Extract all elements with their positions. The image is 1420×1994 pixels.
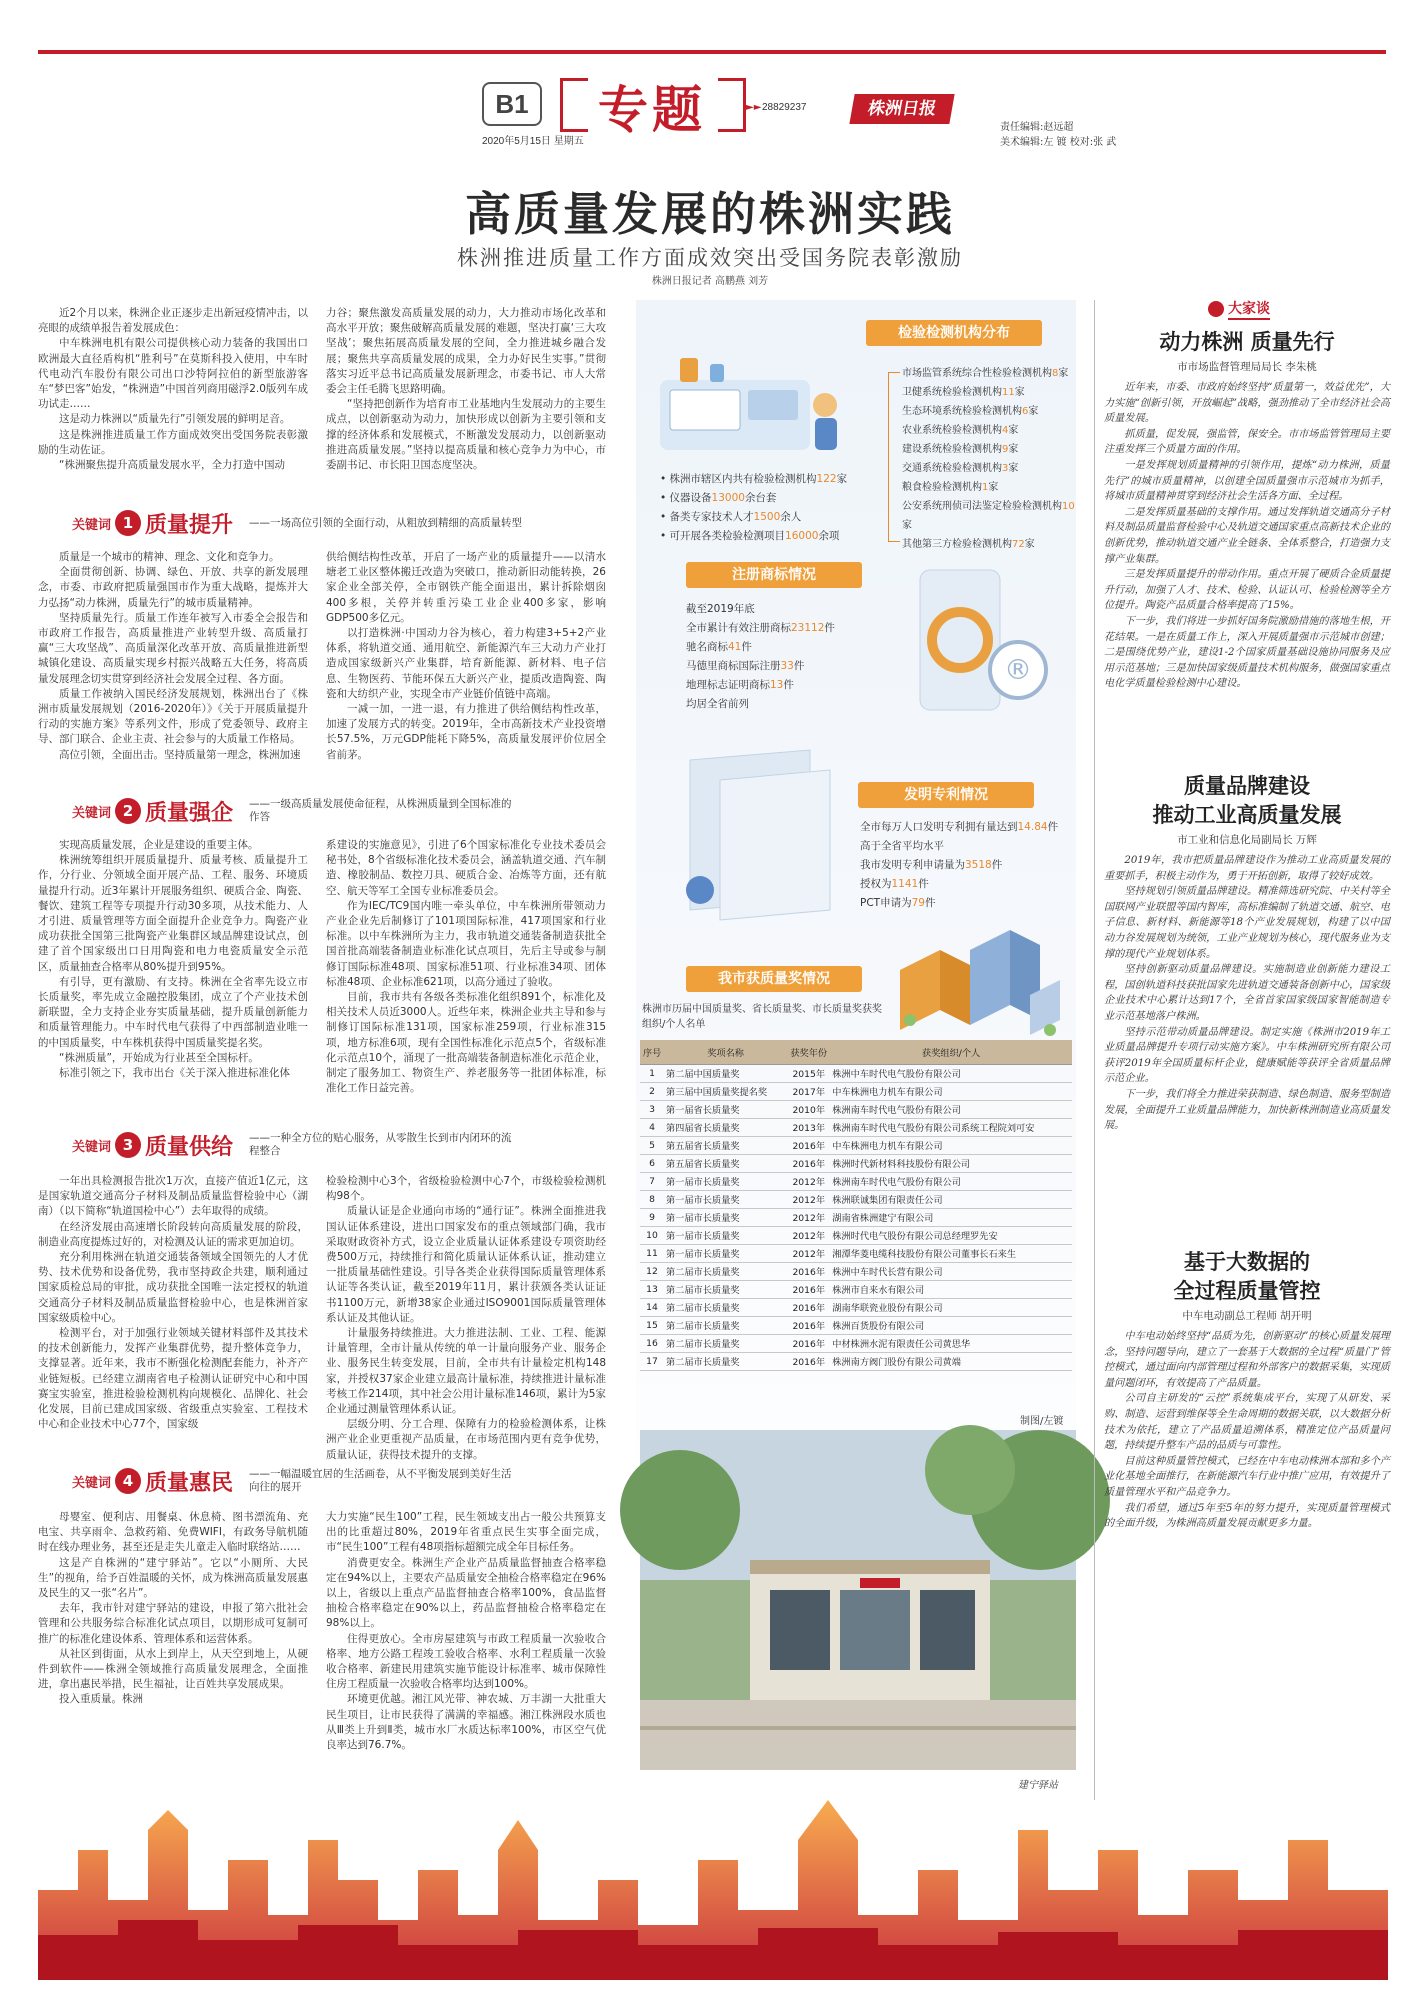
page-title: 高质量发展的株洲实践 bbox=[465, 187, 955, 241]
table-row bbox=[640, 1334, 1072, 1352]
trademark-item: 地理标志证明商标13件 bbox=[686, 679, 794, 691]
body-paragraph: 检测平台，对于加强行业领域关键材料部件及其技术的技术创新能力，发挥产业集群优势，提升整体竞争力，支撑显著。近年来，我市不断强化检测配套能力，补齐产业链短板。已经建立湖南省电子检测认证研究中心和中国赛宝实验室，推进检验检测机构向规模化、品牌化、社会化发展，目前已建成国家级、省级重点实验室、工程技术中心和企业技术中心77个，国家级 bbox=[38, 1327, 308, 1431]
table-cell: 第五届省长质量奖 bbox=[664, 1154, 787, 1172]
keyword-title: 质量强企 bbox=[145, 800, 234, 826]
trademark-title: 注册商标情况 bbox=[686, 562, 862, 588]
body-paragraph: 消费更安全。株洲生产企业产品质量监督抽查合格率稳定在94%以上，主要农产品质量安全抽检合格率稳定在96%以上，省级以上重点产品监督抽查合格率100%，食品监督抽检合格率稳定在90%以上，药品监督抽检合格率稳定在98%以上。 bbox=[326, 1556, 606, 1630]
table-cell: 2016年 bbox=[787, 1334, 830, 1352]
article-paragraph: 下一步，我们将进一步抓好国务院激励措施的落地生根，开花结果。一是在质量工作上，深入开展质量强市示范城市创建；二是围绕优势产业，建设1-2个国家质量基础设施协同服务及应用示范基地；三是加快国家级质量技术机构服务，做强国家重点电化学质量检验检测中心建设。 bbox=[1104, 615, 1390, 690]
table-cell: 中材株洲水泥有限责任公司黄思华 bbox=[830, 1334, 1072, 1352]
lead-col-1 bbox=[38, 306, 308, 496]
station-photo bbox=[640, 1430, 1076, 1770]
body-paragraph: 投入重质量。株洲 bbox=[59, 1693, 143, 1706]
table-cell: 2012年 bbox=[787, 1190, 830, 1208]
keyword-label: 关键词 bbox=[72, 1139, 112, 1155]
column-header: 奖项名称 bbox=[664, 1040, 787, 1064]
sidebar-article-2 bbox=[1104, 772, 1390, 1229]
body-paragraph: 供给侧结构性改革，开启了一场产业的质量提升——以清水塘老工业区整体搬迁改造为突破口，推动新旧动能转换，26家企业全部关停，全市钢铁产能全面退出，累计拆除烟囱400多根，关停并转重污染工业企业400多家，影响GDP500多亿元。 bbox=[326, 551, 606, 624]
table-cell: 第一届市长质量奖 bbox=[664, 1244, 787, 1262]
body-paragraph: 实现高质量发展，企业是建设的重要主体。 bbox=[59, 839, 259, 851]
inspection-bracket bbox=[888, 372, 900, 542]
table-row bbox=[640, 1172, 1072, 1190]
lead-paragraph: 这是动力株洲以“质量先行”引领发展的鲜明足音。 bbox=[59, 413, 291, 426]
table-cell: 2012年 bbox=[787, 1172, 830, 1190]
inspection-breakdown-item: 其他第三方检验检测机构72家 bbox=[902, 539, 1035, 550]
sidebar-article-1 bbox=[1104, 328, 1390, 774]
section-3-col-2 bbox=[326, 1174, 606, 1464]
table-cell: 2013年 bbox=[787, 1118, 830, 1136]
table-row bbox=[640, 1298, 1072, 1316]
body-paragraph: 全面贯彻创新、协调、绿色、开放、共享的新发展理念，市委、市政府把质量强国市作为重大战略，提炼并大力弘扬“动力株洲，质量先行”的城市质量精神。 bbox=[38, 566, 308, 609]
photo-caption: 建宁驿站 bbox=[1018, 1780, 1058, 1791]
newspaper-logo: 株洲日报 bbox=[849, 94, 954, 124]
trademark-list bbox=[686, 600, 916, 714]
body-paragraph: 标准引领之下，我市出台《关于深入推进标准化体 bbox=[59, 1067, 290, 1080]
article-body bbox=[1104, 380, 1390, 774]
section-3-col-1 bbox=[38, 1174, 308, 1464]
inspection-summary-item: • 备类专家技术人才1500余人 bbox=[660, 511, 802, 523]
table-cell: 第一届市长质量奖 bbox=[664, 1190, 787, 1208]
article-author: 市市场监督管理局局长 李朱桃 bbox=[1177, 361, 1317, 373]
issue-date: 2020年5月15日 星期五 bbox=[482, 136, 584, 147]
trademark-item: 全市累计有效注册商标23112件 bbox=[686, 622, 835, 634]
trademark-illustration bbox=[900, 560, 1070, 730]
body-paragraph: 这是产自株洲的“建宁驿站”。它以“小厕所、大民生”的视角，给予百姓温暖的关怀，成为株洲高质量发展惠及民生的又一张“名片”。 bbox=[38, 1556, 308, 1600]
inspection-breakdown-item: 生态环境系统检验检测机构6家 bbox=[902, 406, 1039, 417]
body-paragraph: 质量是一个城市的精神、理念、文化和竞争力。 bbox=[59, 551, 280, 563]
keyword-header-quality-supply bbox=[72, 1130, 612, 1160]
article-author: 中车电动副总工程师 胡开明 bbox=[1182, 1310, 1312, 1322]
table-row bbox=[640, 1316, 1072, 1334]
svg-text:®: ® bbox=[1004, 653, 1032, 686]
keyword-number-badge: 2 bbox=[115, 798, 141, 824]
table-cell: 2016年 bbox=[787, 1316, 830, 1334]
keyword-description: ——一级高质量发展使命征程，从株洲质量到全国标准的作答 bbox=[249, 798, 512, 823]
lead-col-2 bbox=[326, 306, 606, 496]
body-paragraph: 在经济发展由高速增长阶段转向高质量发展的阶段，制造业高度提炼过好的，对检测及认证的需求更加迫切。 bbox=[38, 1220, 308, 1248]
table-cell: 湖南华联瓷业股份有限公司 bbox=[830, 1298, 1072, 1316]
table-cell: 6 bbox=[640, 1154, 664, 1172]
table-cell: 7 bbox=[640, 1172, 664, 1190]
body-paragraph: 充分利用株洲在轨道交通装备领域全国领先的人才优势、技术优势和设备优势，我市坚持政企共建，顺利通过国家质检总局的审批，成功获批全国唯一法定授权的轨道交通高分子材料及制品质量监督检验中心，也是株洲首家国家级质检中心。 bbox=[38, 1251, 308, 1324]
keyword-label: 关键词 bbox=[72, 805, 112, 821]
table-cell: 2016年 bbox=[787, 1136, 830, 1154]
section-2-col-2 bbox=[326, 838, 606, 1128]
lead-paragraph: 中车株洲电机有限公司提供核心动力装备的我国出口欧洲最大直径盾构机“胜利号”在莫斯科投入使用，中车时代电动汽车股份有限公司出口沙特阿拉伯的新型旅游客车“梦巴客”始发，“株洲造”中国首列商用磁浮2.0版列车成功试走…… bbox=[38, 337, 308, 411]
body-paragraph: 从社区到街面，从水上到岸上，从天空到地上，从硬件到软件——株洲全领域推行高质量发展理念，全面推进，拿出惠民举措，民生福祉，让百姓共享发展成果。 bbox=[38, 1647, 308, 1691]
table-cell: 第二届市长质量奖 bbox=[664, 1352, 787, 1370]
body-paragraph: 坚持质量先行。质量工作连年被写入市委全会报告和市政府工作报告，高质量推进产业转型升级、高质量打赢“三大攻坚战”、高质量深化改革开放、高质量推进新型城镇化建设、高质量实现乡村振兴战略五大任务，将高质量发展理念切实贯穿到经济社会发展全过程、各方面。 bbox=[38, 611, 308, 685]
section-phone: 28829237 bbox=[762, 102, 807, 113]
editor-line: 责任编辑:赵远超 bbox=[1000, 122, 1074, 133]
keyword-header-quality-enterprise bbox=[72, 796, 612, 826]
table-cell: 第二届市长质量奖 bbox=[664, 1316, 787, 1334]
page-subtitle: 株洲推进质量工作方面成效突出受国务院表彰激励 bbox=[457, 246, 963, 270]
column-header: 序号 bbox=[640, 1040, 664, 1064]
trademark-item: 均居全省前列 bbox=[686, 698, 749, 710]
patent-title: 发明专利情况 bbox=[858, 782, 1034, 808]
inspection-breakdown bbox=[902, 364, 1078, 554]
article-paragraph: 三是发挥质量提升的带动作用。重点开展了硬质合金质量提升行动，加强了人才、技术、检验、认证认可、检验检测等全方位提升。陶瓷产品质量合格率提高了15%。 bbox=[1104, 569, 1390, 612]
body-paragraph: 住得更放心。全市房屋建筑与市政工程质量一次验收合格率、地方公路工程竣工验收合格率、水利工程质量一次验收合格率、新建民用建筑实施节能设计标准率、城市保障性住房工程质量一次验收合格率均达到100%。 bbox=[326, 1632, 606, 1691]
body-paragraph: “株洲质量”，开始成为行业甚至全国标杆。 bbox=[59, 1051, 259, 1064]
keyword-title: 质量惠民 bbox=[145, 1470, 234, 1496]
body-paragraph: 有引导，更有激励、有支持。株洲在全省率先设立市长质量奖，率先成立金融控股集团，成立了个产业技术创新联盟，全力支持企业夯实质量基础，提升质量创新能力和质量管理能力。中车时代电气获得了中西部制造业唯一的中国质量奖，中车株机获得中国质量奖提名奖。 bbox=[38, 975, 308, 1049]
lead-paragraph: 力谷；聚焦激发高质量发展的动力，大力推动市场化改革和高水平开放；聚焦破解高质量发展的难题，坚决打赢‘三大攻坚战’；聚焦拓展高质量发展的空间，全力推进城乡融合发展；聚焦共享高质量发展的成果，全力办好民生实事。”贯彻落实习近平总书记高质量发展新理念，市委书记、市人大常委会主任毛腾飞思路明确。 bbox=[326, 307, 606, 396]
table-cell: 1 bbox=[640, 1064, 664, 1082]
lead-paragraph: “株洲聚焦提升高质量发展水平，全力打造中国动 bbox=[59, 459, 285, 472]
article-title: 动力株洲 质量先行 bbox=[1159, 330, 1335, 354]
section-4-col-2 bbox=[326, 1510, 606, 1752]
table-cell: 9 bbox=[640, 1208, 664, 1226]
table-cell: 株洲市自来水有限公司 bbox=[830, 1280, 1072, 1298]
patent-list bbox=[860, 818, 1080, 913]
lead-paragraph: 这是株洲推进质量工作方面成效突出受国务院表彰激励的生动佐证。 bbox=[38, 428, 308, 456]
awards-table-header bbox=[640, 1040, 1072, 1064]
table-cell: 2016年 bbox=[787, 1262, 830, 1280]
section-title-bracket bbox=[560, 78, 588, 132]
table-row bbox=[640, 1208, 1072, 1226]
article-author: 市工业和信息化局副局长 万辉 bbox=[1177, 834, 1317, 846]
keyword-label: 关键词 bbox=[72, 1475, 112, 1491]
table-cell: 16 bbox=[640, 1334, 664, 1352]
table-row bbox=[640, 1064, 1072, 1082]
table-row bbox=[640, 1082, 1072, 1100]
keyword-number-badge: 1 bbox=[115, 510, 141, 536]
table-cell: 第一届市长质量奖 bbox=[664, 1226, 787, 1244]
table-cell: 5 bbox=[640, 1136, 664, 1154]
keyword-description: ——一场高位引领的全面行动，从粗放到精细的高质量转型 bbox=[249, 516, 523, 529]
table-cell: 11 bbox=[640, 1244, 664, 1262]
keyword-title: 质量供给 bbox=[145, 1134, 234, 1160]
awards-table-wrapper bbox=[640, 1040, 1072, 1371]
table-row bbox=[640, 1100, 1072, 1118]
column-header: 获奖年份 bbox=[787, 1040, 830, 1064]
body-paragraph: 目前，我市共有各级各类标准化组织891个，标准化及相关技术人员近3000人。近些年来，株洲企业共主导和参与制修订国际标准131项，国家标准259项，行业标准315项，地方标准6项，现有全国性标准化示范点5个，省级标准化示范点10个，涌现了一批高端装备制造标准化示范企业，制定了服务加工、物资生产、养老服务等一批团体标准，标准化工作日益完善。 bbox=[326, 991, 606, 1095]
inspection-breakdown-item: 市场监管系统综合性检验检测机构8家 bbox=[902, 368, 1069, 379]
table-row bbox=[640, 1262, 1072, 1280]
article-body bbox=[1104, 853, 1390, 1229]
byline: 株洲日报记者 高鹏燕 刘芳 bbox=[651, 276, 769, 287]
chart-credit: 制图/左镀 bbox=[1020, 1416, 1064, 1427]
inspection-summary-item: • 仪器设备13000余台套 bbox=[660, 492, 777, 504]
article-paragraph: 坚持示范带动质量品牌建设。制定实施《株洲市2019年工业质量品牌提升专项行动实施方案》。中车株洲研究所有限公司获评2019年全国质量标杆企业，健康赋能等获评全省质量品牌示范企业。 bbox=[1104, 1026, 1390, 1085]
inspection-breakdown-item: 卫健系统检验检测机构11家 bbox=[902, 387, 1025, 398]
table-cell: 湘潭华菱电缆科技股份有限公司董事长石来生 bbox=[830, 1244, 1072, 1262]
badge-label: 大家谈 bbox=[1228, 298, 1270, 320]
body-paragraph: 高位引领，全面出击。坚持质量第一理念，株洲加速 bbox=[59, 748, 301, 761]
body-paragraph: 作为IEC/TC9国内唯一牵头单位，中车株洲所带领动力产业企业先后制修订了101项国际标准，417项国家和行业标准。以中车株洲所为主力，我市轨道交通装备制造获批全国首批高端装备制造业标准化试点项目，先后主导或参与制修订国际标准48项、国家标准51项、行业标准34项、团体标准48项、企业标准621项，以高分通过了验收。 bbox=[326, 899, 606, 988]
article-paragraph: 坚持创新驱动质量品牌建设。实施制造业创新能力建设工程，国创轨道科技获批国家先进轨道交通装备创新中心，国家级企业技术中心累计达到17个，全省首家国家级国家智能制造专业示范基地落户株洲。 bbox=[1104, 964, 1390, 1022]
table-cell: 3 bbox=[640, 1100, 664, 1118]
patent-illustration bbox=[660, 740, 860, 930]
table-cell: 2012年 bbox=[787, 1208, 830, 1226]
lab-illustration bbox=[650, 350, 870, 460]
keyword-number-badge: 4 bbox=[115, 1468, 141, 1494]
table-cell: 株洲中车时代电气股份有限公司 bbox=[830, 1064, 1072, 1082]
table-cell: 2012年 bbox=[787, 1244, 830, 1262]
table-cell: 第二届市长质量奖 bbox=[664, 1298, 787, 1316]
lead-paragraph: “坚持把创新作为培育市工业基地内生发展动力的主要生成点，以创新驱动为动力，加快形成以创新为主要引领和支撑的经济体系和发展模式，不断激发发展动力，以创新驱动推进高质量发展。”坚持以提高质量和核心竞争力为中心，市委副书记、市长阳卫国态度坚决。 bbox=[326, 398, 606, 472]
table-cell: 2010年 bbox=[787, 1100, 830, 1118]
body-paragraph: 以打造株洲·中国动力谷为核心，着力构建3+5+2产业体系，将轨道交通、通用航空、新能源汽车三大动力产业打造成国家级新兴产业集群，培育新能源、新材料、电子信息、生物医药、节能环保五大新兴产业，提质改造陶瓷、陶瓷和大纺织产业，实现全市产业链价值链中高端。 bbox=[326, 627, 606, 700]
table-cell: 14 bbox=[640, 1298, 664, 1316]
table-cell: 15 bbox=[640, 1316, 664, 1334]
table-cell: 2016年 bbox=[787, 1154, 830, 1172]
article-paragraph: 近年来，市委、市政府始终坚持“质量第一，效益优先”，大力实施“创新引领，开放崛起”战略，强劲推动了全市经济社会高质量发展。 bbox=[1104, 382, 1390, 425]
sidebar-article-3 bbox=[1104, 1248, 1390, 1749]
body-paragraph: 层级分明、分工合理、保障有力的检验检测体系，让株洲产业企业更重视产品质量，在市场范围内更有竞争优势，质量认证，获得技术提升的支撑。 bbox=[326, 1418, 606, 1461]
table-row bbox=[640, 1190, 1072, 1208]
table-cell: 第二届中国质量奖 bbox=[664, 1064, 787, 1082]
table-cell: 中车株洲电力机车有限公司 bbox=[830, 1136, 1072, 1154]
editor-line: 美术编辑:左 镀 校对:张 武 bbox=[1000, 137, 1117, 148]
table-cell: 2016年 bbox=[787, 1352, 830, 1370]
patent-item: 我市发明专利申请量为3518件 bbox=[860, 859, 1003, 871]
table-cell: 第一届市长质量奖 bbox=[664, 1208, 787, 1226]
body-paragraph: 环境更优越。湘江风光带、神农城、万丰湖一大批重大民生项目，让市民获得了满满的幸福感。湘江株洲段水质也从Ⅲ类上升到Ⅱ类，城市水厂水质达标率100%，市区空气优良率达到76.7%。 bbox=[326, 1693, 606, 1752]
table-cell: 株洲联诚集团有限责任公司 bbox=[830, 1190, 1072, 1208]
table-cell: 第二届市长质量奖 bbox=[664, 1262, 787, 1280]
body-paragraph: 去年，我市针对建宁驿站的建设，申报了第六批社会管理和公共服务综合标准化试点项目，以期形成可复制可推广的标准化建设体系、管理体系和运营体系。 bbox=[38, 1602, 308, 1645]
article-paragraph: 一是发挥规划质量精神的引领作用，提炼“动力株洲，质量先行”的城市质量精神，以创建全国质量强市示范城市为抓手，将城市质量精神贯穿到经济社会生活各方面、全过程。 bbox=[1104, 459, 1390, 503]
table-cell: 2017年 bbox=[787, 1082, 830, 1100]
body-paragraph: 株洲统筹组织开展质量提升、质量考核、质量提升工作，分行业、分领域全面开展产品、工程、服务、环境质量提升行动。近3年累计开展服务组织、硬质合金、陶瓷、餐饮、建筑工程等专项提升行动30多项，从技术能力、人才引进、质量管理等方面全面提升企业竞争力。陶瓷产业成功获批全国第三批陶瓷产业集群区域品牌建设试点，创建了首个国家级出口日用陶瓷和电力电瓷质量安全示范区，质量抽查合格率从80%提升到95%。 bbox=[38, 854, 308, 973]
section-title: 专题 bbox=[598, 81, 706, 139]
badge-dot-icon bbox=[1208, 301, 1224, 317]
article-title: 质量品牌建设 bbox=[1184, 774, 1310, 798]
article-paragraph: 我们希望，通过5年至5年的努力提升，实现质量管理模式的全面升级，为株洲高质量发展贡献更多力量。 bbox=[1104, 1502, 1390, 1530]
table-cell: 第四届省长质量奖 bbox=[664, 1118, 787, 1136]
body-paragraph: 计量服务持续推进。大力推进法制、工业、工程、能源计量管理，全市计量从传统的单一计量向服务产业、服务企业、服务民生转变发展，目前，全市共有计量检定机构148家，并授权37家企业建立最高计量标准，持续推进计量标准考核工作214项，其中社会公用计量标准146项，累计为5家企业通过测量管理体系认证。 bbox=[326, 1327, 606, 1416]
article-title: 基于大数据的 bbox=[1184, 1250, 1310, 1274]
keyword-description: ——一幅温暖宜居的生活画卷，从不平衡发展到美好生活向往的展开 bbox=[249, 1468, 512, 1493]
table-cell: 株洲时代新材料科技股份有限公司 bbox=[830, 1154, 1072, 1172]
table-row bbox=[640, 1154, 1072, 1172]
table-cell: 2015年 bbox=[787, 1064, 830, 1082]
trademark-item: 驰名商标41件 bbox=[686, 641, 752, 653]
article-paragraph: 2019年，我市把质量品牌建设作为推动工业高质量发展的重要抓手，积极主动作为，勇于开拓创新，取得了较好成效。 bbox=[1104, 855, 1390, 882]
section-number: B1 bbox=[482, 82, 542, 126]
article-paragraph: 抓质量，促发展，强监管，保安全。市市场监管管理局主要注重发挥三个质量方面的作用。 bbox=[1104, 428, 1390, 456]
table-cell: 株洲百货股份有限公司 bbox=[830, 1316, 1072, 1334]
inspection-breakdown-item: 交通系统检验检测机构3家 bbox=[902, 463, 1019, 474]
table-cell: 第五届省长质量奖 bbox=[664, 1136, 787, 1154]
table-cell: 2016年 bbox=[787, 1280, 830, 1298]
table-cell: 2 bbox=[640, 1082, 664, 1100]
section-1-col-2 bbox=[326, 550, 606, 790]
inspection-summary-item: • 株洲市辖区内共有检验检测机构122家 bbox=[660, 473, 848, 485]
table-cell: 2012年 bbox=[787, 1226, 830, 1244]
keyword-header-quality-improvement bbox=[72, 508, 612, 538]
trademark-item: 截至2019年底 bbox=[686, 603, 755, 615]
table-cell: 8 bbox=[640, 1190, 664, 1208]
table-cell: 2016年 bbox=[787, 1298, 830, 1316]
table-cell: 第一届市长质量奖 bbox=[664, 1172, 787, 1190]
article-body bbox=[1104, 1329, 1390, 1749]
article-paragraph: 中车电动始终坚持“品质为先，创新驱动”的核心质量发展理念，坚持问题导向，建立了一套基于大数据的全过程“质量门”管控模式，通过面向内部管理过程和外部客户的数据采集，实现质量问题闭环，有效提高了产品质量。 bbox=[1104, 1331, 1390, 1389]
body-paragraph: 检验检测中心3个，省级检验检测中心7个，市级检验检测机构98个。 bbox=[326, 1175, 606, 1203]
sidebar-divider bbox=[1094, 300, 1095, 1800]
table-row bbox=[640, 1244, 1072, 1262]
body-paragraph: 一减一加，一进一退，有力推进了供给侧结构性改革，加速了发展方式的转变。2019年，全市高新技术产业投资增长57.5%，万元GDP能耗下降5%，高质量发展评价位居全省前茅。 bbox=[326, 703, 606, 761]
table-cell: 第三届中国质量奖提名奖 bbox=[664, 1082, 787, 1100]
lead-paragraph: 近2个月以来，株洲企业正逐步走出新冠疫情冲击，以亮眼的成绩单报告着发展成色： bbox=[38, 307, 308, 335]
body-paragraph: 母婴室、便利店、用餐桌、休息椅、图书漂流角、充电宝、共享雨伞、急救药箱、免费WIFI，有政务导航机随时在线办理业务，甚至还是走失儿童走入临时联络站…… bbox=[38, 1511, 308, 1554]
trademark-item: 马德里商标国际注册33件 bbox=[686, 660, 805, 672]
patent-item: 高于全省平均水平 bbox=[860, 840, 944, 852]
awards-table bbox=[640, 1040, 1072, 1371]
inspection-summary-item: • 可开展各类检验检测项目16000余项 bbox=[660, 530, 840, 542]
column-header: 获奖组织/个人 bbox=[830, 1040, 1072, 1064]
keyword-number-badge: 3 bbox=[115, 1132, 141, 1158]
awards-note: 株洲市历届中国质量奖、省长质量奖、市长质量奖获奖组织/个人名单 bbox=[642, 1004, 882, 1030]
section-4-col-1 bbox=[38, 1510, 308, 1710]
editors bbox=[1000, 120, 1116, 150]
keyword-header-quality-benefit bbox=[72, 1466, 612, 1496]
table-cell: 第二届市长质量奖 bbox=[664, 1334, 787, 1352]
table-cell: 第一届省长质量奖 bbox=[664, 1100, 787, 1118]
table-cell: 4 bbox=[640, 1118, 664, 1136]
body-paragraph: 质量工作被纳入国民经济发展规划，株洲出台了《株洲市质量发展规划（2016-2020年）》《关于开展质量提升行动的实施方案》等系列文件，形成了党委领导、政府主导、部门联合、企业主责、社会参与的大质量工作格局。 bbox=[38, 687, 308, 746]
city-buildings-illustration bbox=[880, 910, 1076, 1040]
inspection-breakdown-item: 农业系统检验检测机构4家 bbox=[902, 425, 1019, 436]
table-cell: 株洲南车时代电气股份有限公司 bbox=[830, 1172, 1072, 1190]
city-skyline-footer bbox=[38, 1740, 1388, 1980]
table-row bbox=[640, 1118, 1072, 1136]
keyword-label: 关键词 bbox=[72, 517, 112, 533]
article-title: 全过程质量管控 bbox=[1173, 1279, 1321, 1303]
table-row bbox=[640, 1352, 1072, 1370]
section-2-col-1 bbox=[38, 838, 308, 1128]
inspection-breakdown-item: 建设系统检验检测机构9家 bbox=[902, 444, 1019, 455]
patent-item: PCT申请为79件 bbox=[860, 897, 936, 909]
table-cell: 株洲时代电气股份有限公司总经理罗先安 bbox=[830, 1226, 1072, 1244]
article-title: 推动工业高质量发展 bbox=[1152, 803, 1342, 827]
keyword-title: 质量提升 bbox=[145, 512, 234, 538]
table-row bbox=[640, 1136, 1072, 1154]
awards-title: 我市获质量奖情况 bbox=[686, 966, 862, 992]
body-paragraph: 大力实施“民生100”工程，民生领域支出占一般公共预算支出的比重超过80%，2019年省重点民生实事全面完成，市“民生100”工程有48项指标超额完成全年目标任务。 bbox=[326, 1511, 606, 1554]
inspection-breakdown-item: 公安系统刑侦司法鉴定检验检测机构10家 bbox=[902, 501, 1075, 531]
body-paragraph: 一年出具检测报告批次1万次，直接产值近1亿元，这是国家轨道交通高分子材料及制品质量监督检验中心（湖南）（以下简称“轨道国检中心”）去年取得的成绩。 bbox=[38, 1175, 308, 1218]
table-cell: 第二届市长质量奖 bbox=[664, 1280, 787, 1298]
table-cell: 株洲南车时代电气股份有限公司系统工程院刘可安 bbox=[830, 1118, 1072, 1136]
article-paragraph: 公司自主研发的“云控”系统集成平台，实现了从研发、采购、制造、运营到维保等全生命周期的数据关联，以大数据分析技术为依托，建立了产品质量追溯体系，精准定位产品质量问题，持续提升整车产品的品质与可靠性。 bbox=[1104, 1393, 1390, 1452]
table-cell: 株洲中车时代长营有限公司 bbox=[830, 1262, 1072, 1280]
table-cell: 株洲南方阀门股份有限公司黄端 bbox=[830, 1352, 1072, 1370]
article-paragraph: 二是发挥质量基础的支撑作用。通过发挥轨道交通高分子材料及制品质量监督检验中心及轨道交通国家重点高新技术企业的创新优势，推动轨道交通产业全链条、全体系整合，打造强力支撑产业集群。 bbox=[1104, 506, 1390, 565]
table-cell: 12 bbox=[640, 1262, 664, 1280]
section-title-bracket-right bbox=[718, 78, 746, 132]
sidebar-badge bbox=[1208, 298, 1270, 320]
section-1-col-1 bbox=[38, 550, 308, 790]
article-paragraph: 下一步，我们将全力推进荣获制造、绿色制造、服务型制造发展，全面提升工业质量品牌能力，加快新株洲制造业高质量发展。 bbox=[1104, 1088, 1390, 1132]
table-row bbox=[640, 1226, 1072, 1244]
header-top-bar bbox=[38, 50, 1386, 54]
body-paragraph: 系建设的实施意见》，引进了6个国家标准化专业技术委员会秘书处，8个省级标准化技术委员会，涵盖轨道交通、汽车制造、橡胶制品、数控刀具、硬质合金、冶炼等方面，还有航空、航天等军工全国专业标准委员会。 bbox=[326, 839, 606, 897]
keyword-description: ——一种全方位的贴心服务，从零散生长到市内闭环的流程整合 bbox=[249, 1132, 512, 1157]
inspection-title: 检验检测机构分布 bbox=[866, 320, 1042, 346]
inspection-summary bbox=[660, 470, 910, 546]
table-cell: 中车株洲电力机车有限公司 bbox=[830, 1082, 1072, 1100]
table-cell: 湖南省株洲建宁有限公司 bbox=[830, 1208, 1072, 1226]
table-cell: 17 bbox=[640, 1352, 664, 1370]
inspection-breakdown-item: 粮食检验检测机构1家 bbox=[902, 482, 999, 493]
phone-arrow-icon: ►► bbox=[746, 102, 762, 113]
table-cell: 株洲南车时代电气股份有限公司 bbox=[830, 1100, 1072, 1118]
table-row bbox=[640, 1280, 1072, 1298]
table-cell: 13 bbox=[640, 1280, 664, 1298]
table-cell: 10 bbox=[640, 1226, 664, 1244]
body-paragraph: 质量认证是企业通向市场的“通行证”。株洲全面推进我国认证体系建设，进出口国家发布的重点领域部门确，我市采取财政资补方式，设立企业质量认证体系建设专项资助经费500万元，持续推行和简化质量认证体系认证，推动建立一批质量基础性建设。引导各类企业获得国际质量管理体系认证等各类认证，截至2019年11月，累计获颁各类认证证书1100万元，新增38家企业通过ISO9001国际质量管理体系认证及其他认证。 bbox=[326, 1205, 606, 1324]
article-paragraph: 目前这种质量管控模式，已经在中车电动株洲本部和多个产业化基地全面推行，在新能源汽车行业中推广应用，有效提升了质量管理水平和产品竞争力。 bbox=[1104, 1455, 1390, 1498]
patent-item: 授权为1141件 bbox=[860, 878, 929, 890]
patent-item: 全市每万人口发明专利拥有量达到14.84件 bbox=[860, 821, 1059, 833]
article-paragraph: 坚持规划引领质量品牌建设。精准筛选研究院、中关村等全国联网产业联盟等国内智库，高标准编制了轨道交通、航空、电子信息、新材料、新能源等18个产业发展规划，构建了以中国动力谷发展规划为统领，工业产业规划为核心，现代服务业为支撑的现代产业规划体系。 bbox=[1104, 886, 1390, 960]
